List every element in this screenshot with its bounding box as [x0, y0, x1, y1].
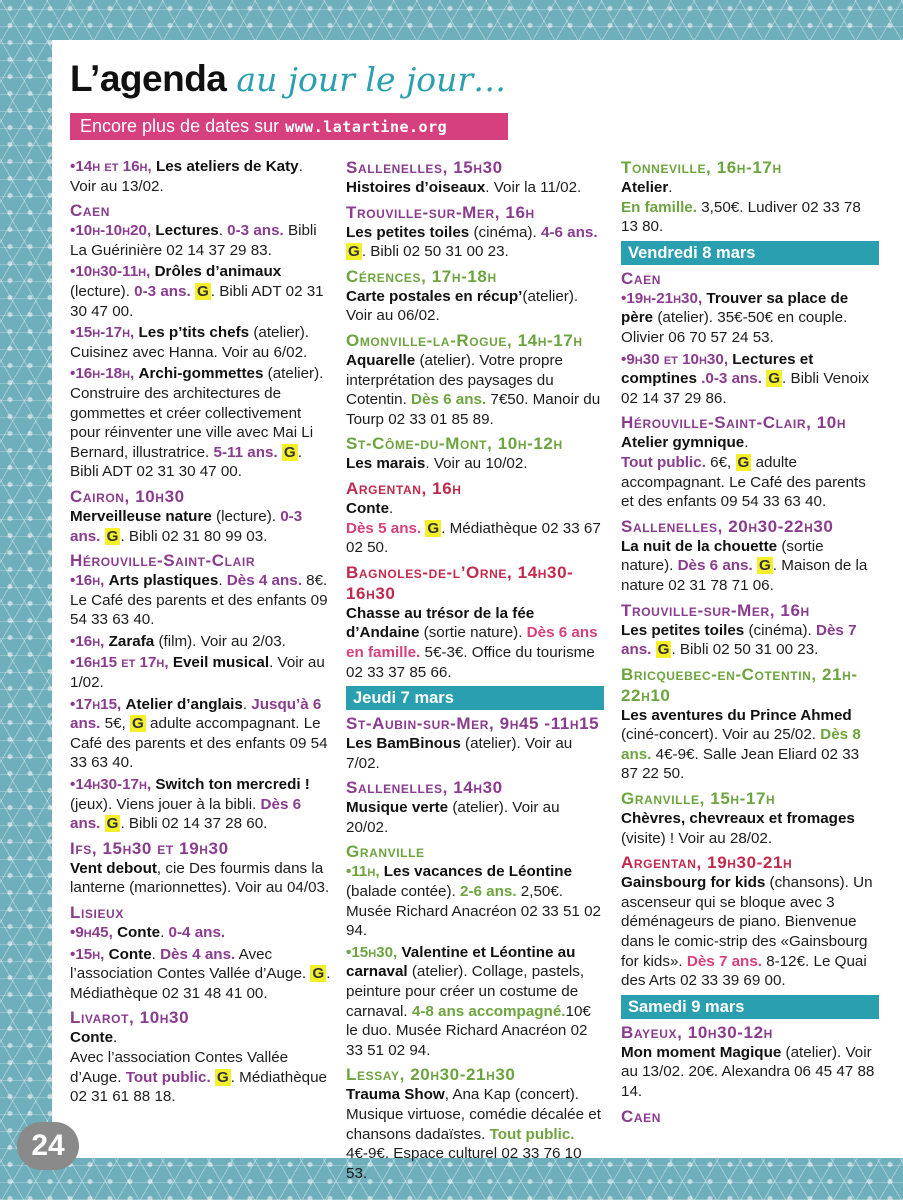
place-heading: Cairon, 10h30 [70, 486, 185, 506]
list-item: •16h-18h, Archi-gommettes (atelier). Construire des architectures de gommettes et créer collectivement pour réinventer une ville avec Mai Li Bernard, illustratrice. 5-11 ans. G . Bibli ADT 02 31 30 47 00. [70, 365, 324, 481]
list-item: •17h15, Atelier d’anglais. Jusqu’à 6 ans. 5€, G adulte accompagnant. Le Café des parents et des enfants 09 54 33 63 40. [70, 695, 328, 772]
free-badge: G [348, 243, 360, 261]
list-item: Conte. Dès 5 ans. G . Médiathèque 02 33 67 02 50. [346, 499, 601, 557]
list-item: •14h30-17h, Switch ton mercredi ! (jeux). Viens jouer à la bibli. Dès 6 ans. G . Bibli 02 14 37 28 60. [70, 776, 310, 833]
place-heading: Argentan, 16h [346, 478, 462, 498]
list-item: Chasse au trésor de la fée d’Andaine (sortie nature). Dès 6 ans en famille. 5€-3€. Office du tourisme 02 33 37 85 66. [346, 604, 598, 681]
list-item: Les aventures du Prince Ahmed (ciné-concert). Voir au 25/02. Dès 8 ans. 4€-9€. Salle Jean Eliard 02 33 87 22 50. [621, 706, 861, 783]
list-item: Merveilleuse nature (lecture). 0-3 ans. G . Bibli 02 31 80 99 03. [70, 507, 303, 545]
list-item: Chèvres, chevreaux et fromages (visite) ! Voir au 28/02. [621, 810, 855, 847]
day-header-jeudi: Jeudi 7 mars [346, 686, 604, 710]
banner-text: Encore plus de dates sur [80, 116, 280, 136]
place-heading: St-Aubin-sur-Mer, 9h45 -11h15 [346, 714, 600, 734]
list-item: •10h-10h20, Lectures. 0-3 ans. Bibli La Guérinière 02 14 37 29 83. [70, 222, 317, 259]
place-heading: Caen [70, 201, 111, 221]
place-heading: Hérouville-Saint-Clair [70, 551, 256, 571]
place-heading: Sallenelles, 14h30 [346, 778, 503, 798]
list-item: Conte. Avec l’association Contes Vallée d’Auge. Tout public. G . Médiathèque 02 31 61 88 18. [70, 1029, 327, 1106]
free-badge: G [283, 443, 296, 461]
list-item: Histoires d’oiseaux. Voir la 11/02. [346, 179, 582, 196]
list-item: •10h30-11h, Drôles d’animaux (lecture). 0-3 ans. G . Bibli ADT 02 31 30 47 00. [70, 263, 324, 320]
place-heading: Bayeux, 10h30-12h [621, 1022, 773, 1042]
list-item: •16h, Zarafa (film). Voir au 2/03. [70, 632, 286, 650]
free-badge: G [737, 453, 750, 471]
list-item: Musique verte (atelier). Voir au 20/02. [346, 799, 560, 836]
banner-url-link[interactable]: www.latartine.org [285, 118, 448, 136]
free-badge: G [131, 715, 144, 733]
list-item: Trauma Show, Ana Kap (concert). Musique virtuose, comédie décalée et chansons dadaïstes. Tout public. 4€-9€. Espace culturel 02 33 76 10 53. [346, 1086, 601, 1182]
page-number: 24 [17, 1122, 79, 1170]
list-item: •11h, Les vacances de Léontine (balade contée). 2-6 ans. 2,50€. Musée Richard Anacréon 02 33 51 02 94. [346, 863, 601, 940]
place-heading: Hérouville-Saint-Clair, 10h [621, 413, 847, 433]
list-item: La nuit de la chouette (sortie nature). Dès 6 ans. G . Maison de la nature 02 31 78 71 06. [621, 537, 868, 594]
place-heading: Caen [621, 268, 662, 288]
list-item: Gainsbourg for kids (chansons). Un ascenseur qui se bloque avec 3 déménageurs de piano. Bienvenue dans le comic-strip des «Gainsbourg for kids». Dès 7 ans. 8-12€. Le Quai des Arts 02 33 39 69 00. [621, 874, 873, 990]
title-main: L’agenda [70, 58, 227, 99]
place-heading: Granville [346, 842, 425, 862]
place-heading: Bricquebec-en-Cotentin, 21h-22h10 [621, 664, 858, 705]
place-heading: Tonneville, 16h-17h [621, 158, 782, 177]
list-item: Les marais. Voir au 10/02. [346, 455, 528, 473]
free-badge: G [312, 965, 325, 983]
agenda-column-3 [621, 157, 879, 1127]
list-item: •16h15 et 17h, Eveil musical. Voir au 1/02. [70, 654, 325, 692]
list-item: Atelier. En famille. 3,50€. Ludiver 02 33 78 13 80. [621, 179, 861, 236]
place-heading: Omonville-la-Rogue, 14h-17h [346, 330, 583, 350]
list-item: •15h-17h, Les p’tits chefs (atelier). Cuisinez avec Hanna. Voir au 6/02. [70, 324, 310, 361]
page-title [70, 58, 506, 100]
day-header-samedi: Samedi 9 mars [621, 995, 879, 1019]
place-heading: Sallenelles, 20h30-22h30 [621, 516, 834, 536]
free-badge: G [427, 519, 440, 537]
list-item: Carte postales en récup’(atelier). Voir au 06/02. [346, 287, 579, 325]
agenda-column-2 [346, 157, 604, 1185]
list-item: Les petites toiles (cinéma). Dès 7 ans. G . Bibli 02 50 31 00 23. [621, 621, 857, 659]
list-item: Les BamBinous (atelier). Voir au 7/02. [346, 735, 573, 772]
place-heading: Livarot, 10h30 [70, 1008, 190, 1028]
free-badge: G [106, 527, 119, 545]
free-badge: G [657, 641, 670, 659]
list-item: •9h45, Conte. 0-4 ans. [70, 924, 226, 941]
list-item: Mon moment Magique (atelier). Voir au 13/02. 20€. Alexandra 06 45 47 88 14. [621, 1043, 875, 1100]
free-badge: G [216, 1068, 229, 1086]
list-item: •16h, Arts plastiques. Dès 4 ans. 8€. Le Café des parents et des enfants 09 54 33 63 40. [70, 572, 328, 629]
list-item: •9h30 et 10h30, Lectures et comptines .0-3 ans. G . Bibli Venoix 02 14 37 29 86. [621, 350, 869, 407]
list-item: •15h, Conte. Dès 4 ans. Avec l’association Contes Vallée d’Auge. G . Médiathèque 02 31 48 41 00. [70, 945, 331, 1002]
list-item: Les petites toiles (cinéma). 4-6 ans. G . Bibli 02 50 31 00 23. [346, 223, 598, 261]
list-item: Vent debout, cie Des fourmis dans la lanterne (marionnettes). Voir au 04/03. [70, 859, 330, 897]
website-banner [70, 113, 508, 140]
free-badge: G [196, 282, 209, 300]
free-badge: G [758, 557, 771, 575]
list-item: •14h et 16h, Les ateliers de Katy. Voir au 13/02. [70, 158, 303, 195]
place-heading: Trouville-sur-Mer, 16h [346, 202, 535, 222]
place-heading: Bagnoles-de-l’Orne, 14h30-16h30 [346, 562, 574, 603]
place-heading: Trouville-sur-Mer, 16h [621, 600, 810, 620]
place-heading: Granville, 15h-17h [621, 789, 776, 809]
place-heading: Lessay, 20h30-21h30 [346, 1065, 516, 1085]
title-script: au jour le jour… [236, 60, 507, 99]
place-heading: Ifs, 15h30 et 19h30 [70, 838, 229, 858]
list-item: •15h30, Valentine et Léontine au carnaval (atelier). Collage, pastels, peinture pour créer un costume de carnaval. 4-8 ans accompagné.10€ le duo. Musée Richard Anacréon 02 33 51 02 94. [346, 943, 591, 1059]
place-heading: Cérences, 17h-18h [346, 266, 497, 286]
place-heading: Caen [621, 1106, 662, 1126]
list-item: •19h-21h30, Trouver sa place de père (atelier). 35€-50€ en couple. Olivier 06 70 57 24 53. [621, 289, 849, 346]
list-item: Atelier gymnique. Tout public. 6€, G adulte accompagnant. Le Café des parents et des enfants 09 54 33 63 40. [621, 434, 866, 511]
place-heading: Sallenelles, 15h30 [346, 158, 503, 177]
place-heading: St-Côme-du-Mont, 10h-12h [346, 434, 563, 454]
place-heading: Lisieux [70, 903, 124, 922]
list-item: Aquarelle (atelier). Votre propre interprétation des paysages du Cotentin. Dès 6 ans. 7€50. Manoir du Tourp 02 33 01 85 89. [346, 351, 601, 428]
place-heading: Argentan, 19h30-21h [621, 853, 793, 873]
day-header-vendredi: Vendredi 8 mars [621, 241, 879, 265]
free-badge: G [106, 815, 119, 833]
agenda-column-1 [70, 157, 332, 1109]
free-badge: G [768, 370, 781, 388]
